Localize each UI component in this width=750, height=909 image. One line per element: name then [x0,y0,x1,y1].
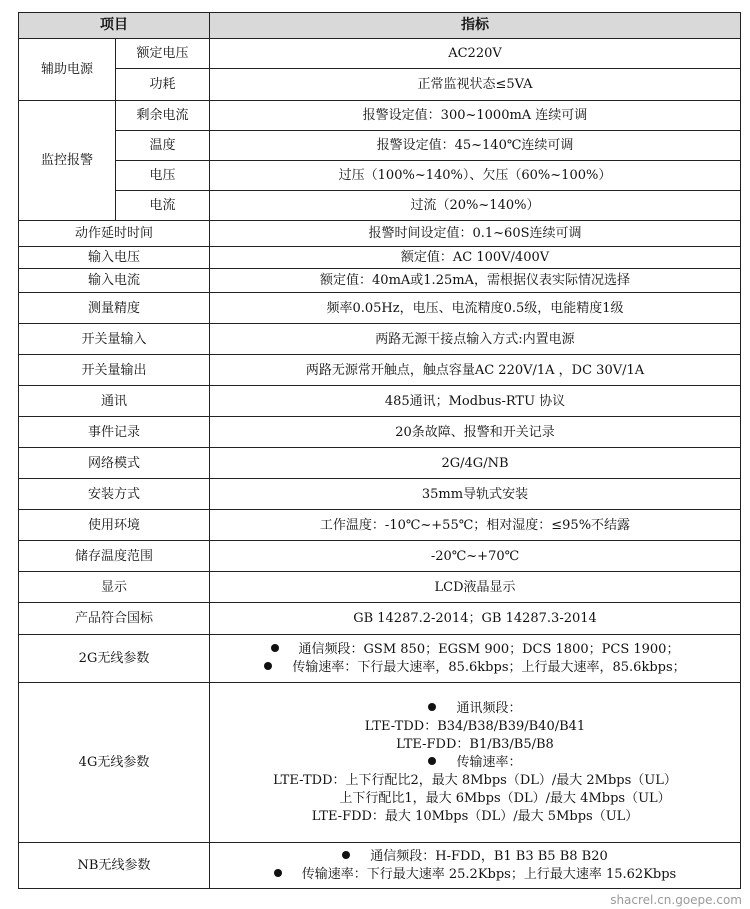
nb-bands: 通信频段：H-FDD，B1 B3 B5 B8 B20 [370,848,608,864]
row-value: 过流（20%~140%） [210,191,741,221]
row-label: 开关量输出 [19,355,210,386]
list-item [214,754,736,772]
row-label-4g: 4G无线参数 [19,683,210,843]
group-monitoring: 监控报警 [19,101,116,221]
row-label: 电压 [116,161,210,191]
g4-fdd-rate: LTE-FDD：最大 10Mbps（DL）/最大 5Mbps（UL） [311,808,639,824]
row-label: 网络模式 [19,448,210,479]
table-row [19,355,741,386]
table-row [19,572,741,603]
g2-rate: 传输速率：下行最大速率，85.6kbps；上行最大速率，85.6kbps； [292,659,686,675]
header-spec: 指标 [210,13,741,39]
row-label: 输入电流 [19,269,210,293]
g4-fdd-bands: LTE-FDD：B1/B3/B5/B8 [396,736,554,752]
watermark: shacrel.cn.goepe.com [610,893,742,907]
table-row [19,247,741,269]
bullet-icon [428,703,436,711]
row-label: 使用环境 [19,510,210,541]
header-item: 项目 [19,13,210,39]
row-label: 功耗 [116,69,210,101]
group-aux-power: 辅助电源 [19,39,116,101]
g2-bands: 通信频段：GSM 850；EGSM 900；DCS 1800；PCS 1900； [298,641,680,657]
table-row [19,161,741,191]
row-label: 动作延时时间 [19,221,210,247]
table-row [19,69,741,101]
row-value: 频率0.05Hz，电压、电流精度0.5级，电能精度1级 [210,293,741,324]
table-row [19,603,741,635]
list-item [214,659,736,677]
g4-tdd-rate-2: 上下行配比1，最大 6Mbps（DL）/最大 4Mbps（UL） [339,790,671,806]
nb-rate: 传输速率：下行最大速率 25.2Kbps；上行最大速率 15.62Kbps [301,866,677,882]
row-value: 报警设定值：300~1000mA 连续可调 [210,101,741,131]
list-item [214,700,736,718]
table-row-2g [19,635,741,683]
row-value: 工作温度：-10℃~+55℃；相对湿度：≤95%不结露 [210,510,741,541]
table-row [19,269,741,293]
bullet-icon [428,757,436,765]
table-row [19,386,741,417]
row-label: 产品符合国标 [19,603,210,635]
row-label: 安装方式 [19,479,210,510]
list-item [214,866,736,884]
g4-bands-heading: 通讯频段： [456,700,522,716]
table-row [19,417,741,448]
bullet-icon [274,869,282,877]
table-row [19,39,741,69]
row-label: 温度 [116,131,210,161]
g4-tdd-rate-1: LTE-TDD：上下行配比2，最大 8Mbps（DL）/最大 2Mbps（UL） [273,772,677,788]
row-label: 通讯 [19,386,210,417]
row-value: 两路无源干接点输入方式:内置电源 [210,324,741,355]
bullet-icon [271,644,279,652]
bullet-icon [264,662,272,670]
row-value: 35mm导轨式安装 [210,479,741,510]
table-row [19,131,741,161]
row-value-nb [210,843,741,889]
row-label: 测量精度 [19,293,210,324]
row-value: 额定值：AC 100V/400V [210,247,741,269]
table-row [19,101,741,131]
row-value: 正常监视状态≤5VA [210,69,741,101]
row-label: 电流 [116,191,210,221]
row-value-2g [210,635,741,683]
list-item [214,848,736,866]
row-value: 两路无源常开触点，触点容量AC 220V/1A ，DC 30V/1A [210,355,741,386]
table-row [19,221,741,247]
row-label: 剩余电流 [116,101,210,131]
row-value: 过压（100%~140%）、欠压（60%~100%） [210,161,741,191]
row-value: 报警时间设定值：0.1~60S连续可调 [210,221,741,247]
row-value-4g [210,683,741,843]
g4-tdd-bands: LTE-TDD：B34/B38/B39/B40/B41 [364,718,586,734]
row-value: 20条故障、报警和开关记录 [210,417,741,448]
row-value: LCD液晶显示 [210,572,741,603]
table-row-4g [19,683,741,843]
table-row [19,479,741,510]
row-value: -20℃~+70℃ [210,541,741,572]
row-label: 事件记录 [19,417,210,448]
row-label: 开关量输入 [19,324,210,355]
table-row [19,448,741,479]
row-value: 报警设定值：45~140℃连续可调 [210,131,741,161]
table-row [19,191,741,221]
row-value: 额定值：40mA或1.25mA，需根据仪表实际情况选择 [210,269,741,293]
row-value: 2G/4G/NB [210,448,741,479]
list-item [214,641,736,659]
table-row [19,324,741,355]
row-label-nb: NB无线参数 [19,843,210,889]
row-label: 额定电压 [116,39,210,69]
bullet-icon [342,851,350,859]
table-header-row [19,13,741,39]
table-row [19,293,741,324]
row-label-2g: 2G无线参数 [19,635,210,683]
row-value: 485通讯；Modbus-RTU 协议 [210,386,741,417]
g4-rate-heading: 传输速率： [456,754,522,770]
row-label: 显示 [19,572,210,603]
spec-table [18,12,741,889]
table-row-nb [19,843,741,889]
table-row [19,541,741,572]
row-value: AC220V [210,39,741,69]
table-row [19,510,741,541]
row-value: GB 14287.2-2014；GB 14287.3-2014 [210,603,741,635]
row-label: 储存温度范围 [19,541,210,572]
row-label: 输入电压 [19,247,210,269]
